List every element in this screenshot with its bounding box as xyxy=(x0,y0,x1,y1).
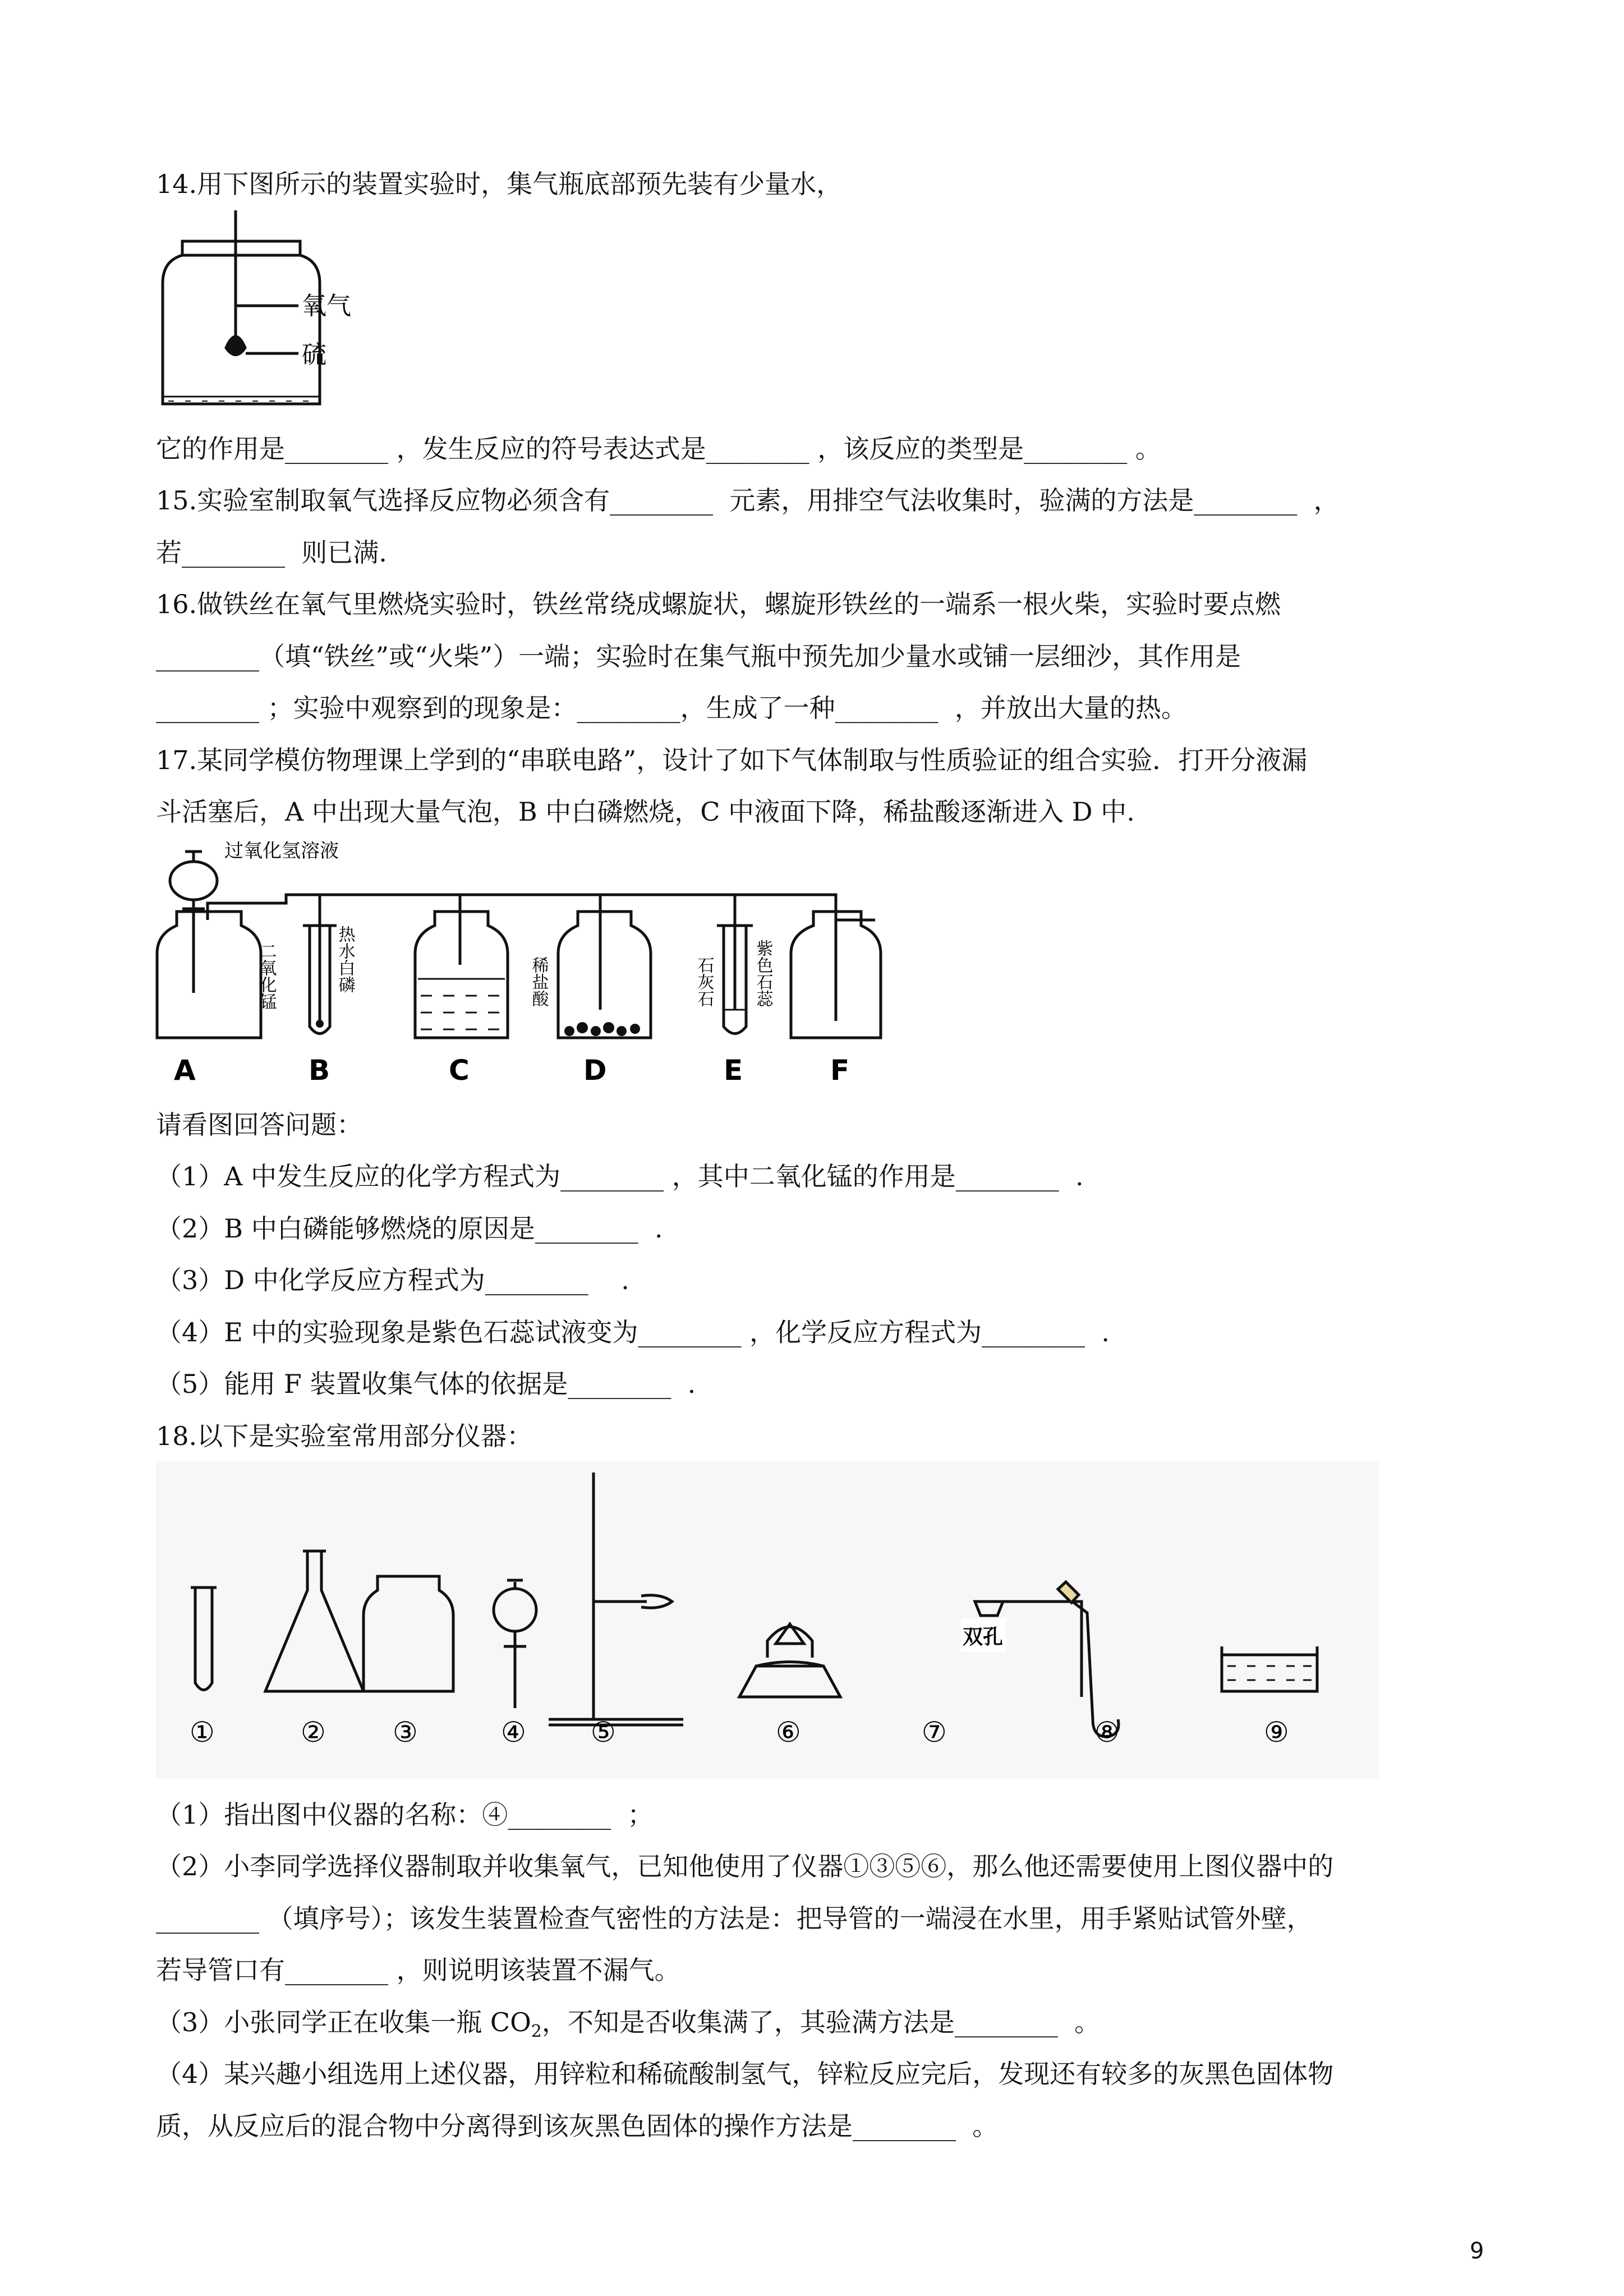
instrument-7-number: ⑦ xyxy=(922,1716,947,1749)
q17-sub2: （2）B 中白磷能够燃烧的原因是________ . xyxy=(156,1213,663,1244)
q15-line1: 15.实验室制取氧气选择反应物必须含有________ 元素，用排空气法收集时，验满的方法是________ ， xyxy=(156,485,1340,516)
co2-subscript: 2 xyxy=(531,2022,542,2041)
q18-sub2-line3: 若导管口有________ ，则说明该装置不漏气。 xyxy=(156,1955,680,1985)
dilute-hcl-label: 稀盐酸 xyxy=(528,956,549,1007)
q14-stem: 14.用下图所示的装置实验时，集气瓶底部预先装有少量水， xyxy=(156,169,843,199)
litmus-label: 紫色石蕊 xyxy=(753,940,773,1007)
instrument-1-number: ① xyxy=(190,1716,215,1749)
q18-sub1: （1）指出图中仪器的名称：④________ ； xyxy=(156,1800,654,1830)
letter-d: D xyxy=(583,1054,607,1087)
q14-line2: 它的作用是________ ，发生反应的符号表达式是________ ，该反应的类型是________ 。 xyxy=(156,434,1161,464)
q16-line3: ________ ；实验中观察到的现象是：________，生成了一种________ ，并放出大量的热。 xyxy=(156,693,1187,723)
q18-sub3-pre: （3）小张同学正在收集一瓶 CO xyxy=(156,2007,531,2037)
instrument-4-number: ④ xyxy=(501,1716,526,1749)
q17-sub3: （3）D 中化学反应方程式为________ . xyxy=(156,1265,629,1295)
limestone-label: 石灰石 xyxy=(694,956,714,1007)
instrument-6-number: ⑥ xyxy=(776,1716,801,1749)
q17-apparatus-figure xyxy=(151,841,898,1088)
q17-sub5: （5）能用 F 装置收集气体的依据是________ . xyxy=(156,1369,696,1399)
letter-f: F xyxy=(830,1054,850,1087)
hot-water-phosphorus-label: 热水白磷 xyxy=(335,926,355,993)
instrument-8-number: ⑧ xyxy=(1094,1716,1120,1749)
mno2-label: 二氧化锰 xyxy=(256,942,277,1010)
instrument-9-number: ⑨ xyxy=(1264,1716,1289,1749)
sulfur-label: 硫 xyxy=(302,341,326,369)
instrument-3-number: ③ xyxy=(393,1716,418,1749)
letter-b: B xyxy=(309,1054,330,1087)
q14-figure xyxy=(151,210,376,418)
letter-a: A xyxy=(174,1054,196,1087)
q17-sub1: （1）A 中发生反应的化学方程式为________ ，其中二氧化锰的作用是________ . xyxy=(156,1161,1084,1191)
oxygen-label: 氧气 xyxy=(302,292,351,320)
q17-sub4: （4）E 中的实验现象是紫色石蕊试液变为________ ，化学反应方程式为________ . xyxy=(156,1317,1110,1347)
q17-line1: 17.某同学模仿物理课上学到的“串联电路”，设计了如下气体制取与性质验证的组合实验．打开分液漏 xyxy=(156,745,1308,775)
q16-line1: 16.做铁丝在氧气里燃烧实验时，铁丝常绕成螺旋状，螺旋形铁丝的一端系一根火柴，实验时要点燃 xyxy=(156,589,1281,619)
q18-sub4-line1: （4）某兴趣小组选用上述仪器，用锌粒和稀硫酸制氢气，锌粒反应完后，发现还有较多的灰黑色固体物 xyxy=(156,2059,1334,2089)
instrument-2-number: ② xyxy=(301,1716,326,1749)
letter-e: E xyxy=(724,1054,743,1087)
letter-c: C xyxy=(449,1054,470,1087)
double-hole-label: 双孔 xyxy=(963,1626,1004,1649)
q18-sub2-line1: （2）小李同学选择仪器制取并收集氧气，已知他使用了仪器①③⑤⑥，那么他还需要使用上图仪器中的 xyxy=(156,1851,1334,1881)
q17-prompt: 请看图回答问题： xyxy=(156,1110,362,1140)
q18-sub2-line2: ________ （填序号）；该发生装置检查气密性的方法是：把导管的一端浸在水里，用手紧贴试管外壁， xyxy=(156,1903,1313,1934)
q18-sub4-line2: 质，从反应后的混合物中分离得到该灰黑色固体的操作方法是________ 。 xyxy=(156,2111,999,2141)
q18-sub3-post: ，不知是否收集满了，其验满方法是________ 。 xyxy=(541,2007,1101,2037)
q18-sub3 xyxy=(156,2005,1100,2049)
page-number: 9 xyxy=(1470,2238,1484,2264)
hydrogen-peroxide-label: 过氧化氢溶液 xyxy=(224,841,339,862)
q18-instruments-figure xyxy=(156,1461,1379,1778)
q16-line2: ________（填“铁丝”或“火柴”）一端；实验时在集气瓶中预先加少量水或铺一层细沙，其作用是 xyxy=(156,641,1241,671)
q18-stem: 18.以下是实验室常用部分仪器： xyxy=(156,1421,533,1451)
q15-line2: 若________ 则已满. xyxy=(156,537,387,568)
instrument-5-number: ⑤ xyxy=(591,1716,616,1749)
q17-line2: 斗活塞后，A 中出现大量气泡，B 中白磷燃烧，C 中液面下降，稀盐酸逐渐进入 D 中. xyxy=(156,797,1135,827)
